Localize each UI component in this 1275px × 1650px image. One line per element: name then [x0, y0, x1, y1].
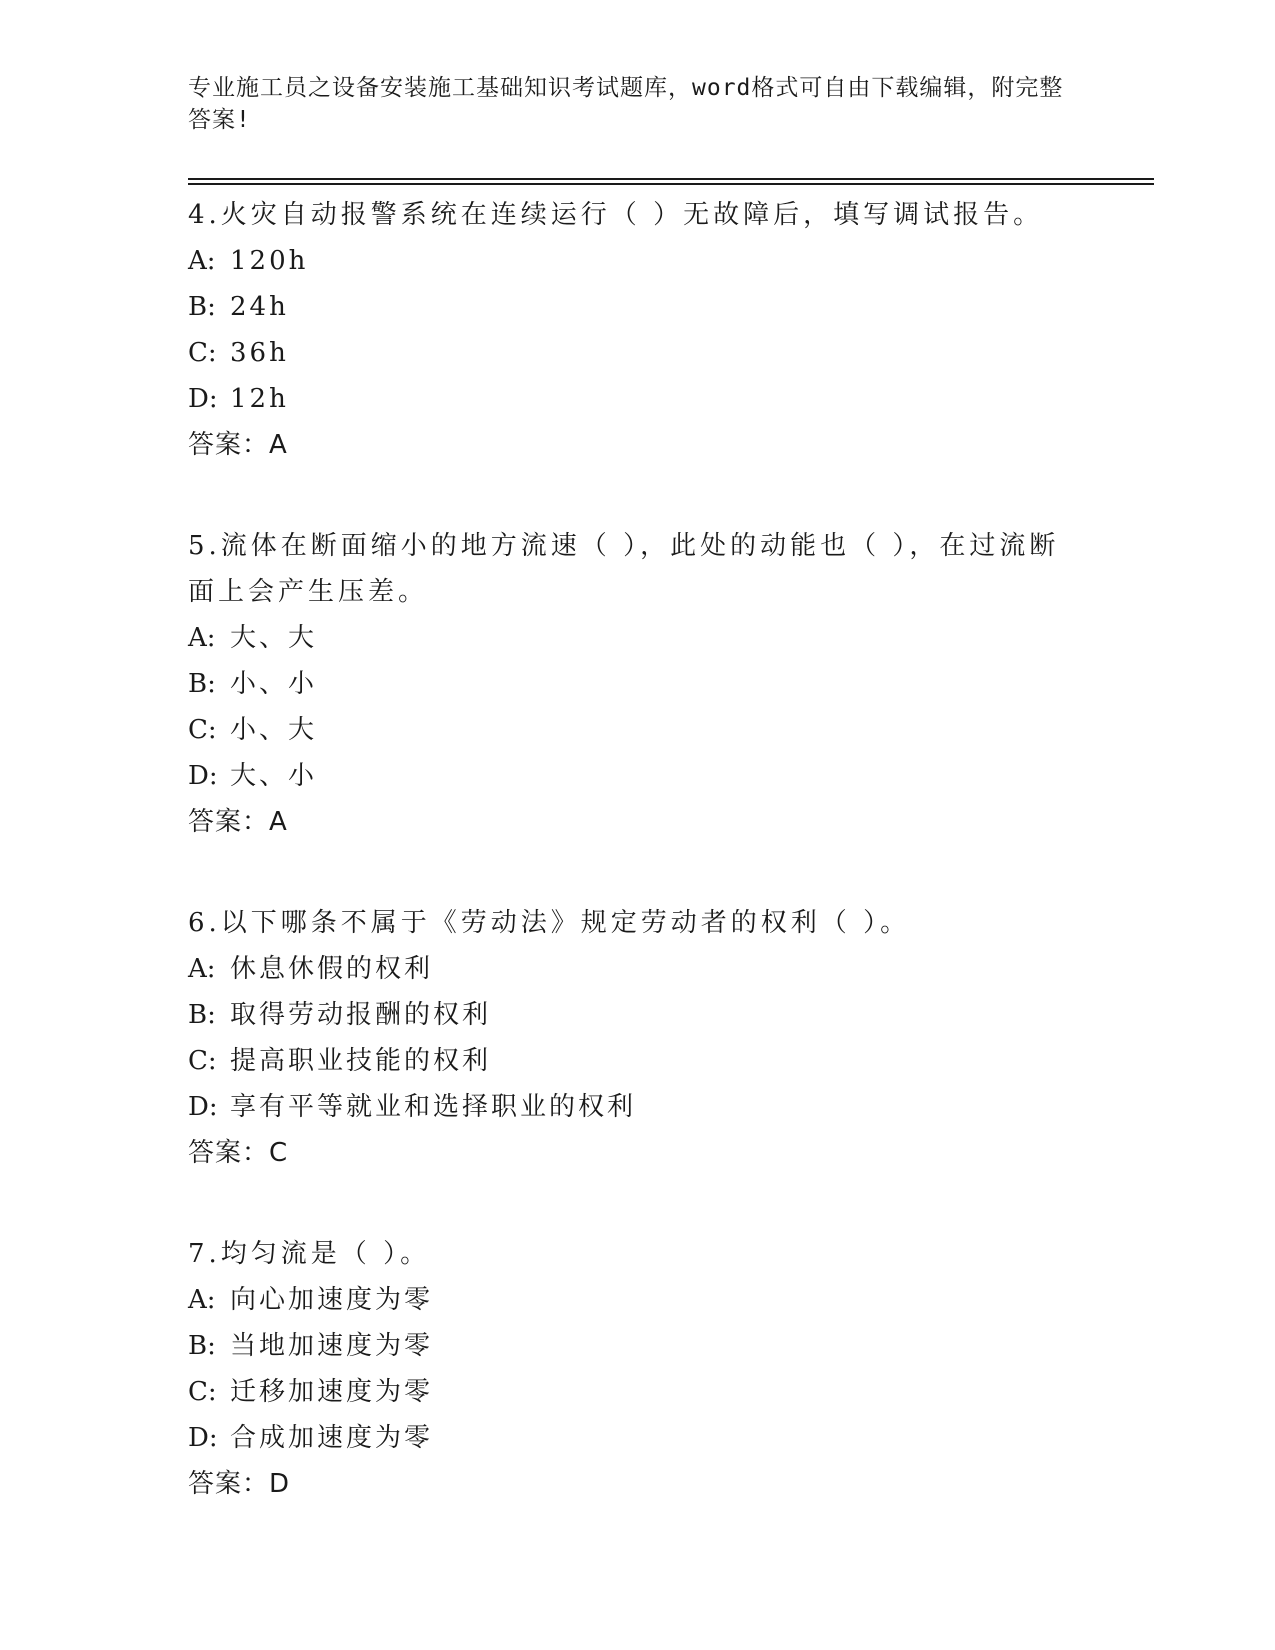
option-letter: D: — [188, 761, 218, 791]
answer-line: 答案：D — [188, 1469, 291, 1499]
question-stem: 5.流体在断面缩小的地方流速（ ），此处的动能也（ ），在过流断面上会产生压差。 — [188, 531, 1060, 607]
question-6 — [188, 900, 1088, 1176]
option-letter: A: — [188, 246, 216, 276]
option-letter: C: — [188, 338, 217, 368]
option-letter: D: — [188, 384, 218, 414]
option-letter: C: — [188, 715, 217, 745]
option-letter: A: — [188, 954, 216, 984]
option-letter: D: — [188, 1423, 218, 1453]
option-text: 向心加速度为零 — [230, 1285, 434, 1315]
answer-line: 答案：A — [188, 430, 288, 460]
document-header: 专业施工员之设备安装施工基础知识考试题库，word格式可自由下载编辑，附完整答案! — [188, 75, 1064, 133]
option-c — [188, 330, 1088, 376]
option-c — [188, 1369, 1088, 1415]
option-a — [188, 1277, 1088, 1323]
option-b — [188, 1323, 1088, 1369]
option-letter: C: — [188, 1046, 217, 1076]
option-letter: B: — [188, 1000, 216, 1030]
header-divider-bottom — [188, 183, 1154, 185]
option-text: 享有平等就业和选择职业的权利 — [230, 1092, 637, 1122]
option-text: 大、大 — [230, 623, 318, 653]
question-stem: 7.均匀流是（ ）。 — [188, 1239, 431, 1269]
option-text: 小、小 — [230, 669, 318, 699]
option-d — [188, 1084, 1088, 1130]
option-letter: C: — [188, 1377, 217, 1407]
answer-line: 答案：A — [188, 807, 288, 837]
option-a — [188, 946, 1088, 992]
option-b — [188, 284, 1088, 330]
answer-line: 答案：C — [188, 1138, 289, 1168]
header-divider-top — [188, 178, 1154, 180]
option-text: 休息休假的权利 — [230, 954, 434, 984]
question-stem: 6.以下哪条不属于《劳动法》规定劳动者的权利（ ）。 — [188, 908, 911, 938]
option-text: 迁移加速度为零 — [230, 1377, 434, 1407]
option-letter: B: — [188, 669, 216, 699]
option-text: 24h — [230, 292, 289, 322]
question-list — [188, 192, 1088, 1562]
option-text: 取得劳动报酬的权利 — [230, 1000, 492, 1030]
question-5 — [188, 523, 1088, 845]
option-letter: D: — [188, 1092, 218, 1122]
option-letter: A: — [188, 623, 216, 653]
option-d — [188, 376, 1088, 422]
option-text: 小、大 — [230, 715, 318, 745]
option-b — [188, 661, 1088, 707]
option-c — [188, 1038, 1088, 1084]
question-7 — [188, 1231, 1088, 1507]
option-a — [188, 615, 1088, 661]
option-letter: B: — [188, 1331, 216, 1361]
option-text: 120h — [230, 246, 309, 276]
option-text: 大、小 — [230, 761, 318, 791]
option-text: 12h — [230, 384, 289, 414]
option-a — [188, 238, 1088, 284]
option-text: 合成加速度为零 — [230, 1423, 434, 1453]
option-c — [188, 707, 1088, 753]
option-b — [188, 992, 1088, 1038]
option-letter: A: — [188, 1285, 216, 1315]
option-d — [188, 753, 1088, 799]
option-d — [188, 1415, 1088, 1461]
question-stem: 4.火灾自动报警系统在连续运行（ ）无故障后，填写调试报告。 — [188, 200, 1044, 230]
option-text: 提高职业技能的权利 — [230, 1046, 492, 1076]
question-4 — [188, 192, 1088, 468]
option-letter: B: — [188, 292, 216, 322]
option-text: 36h — [230, 338, 289, 368]
option-text: 当地加速度为零 — [230, 1331, 434, 1361]
